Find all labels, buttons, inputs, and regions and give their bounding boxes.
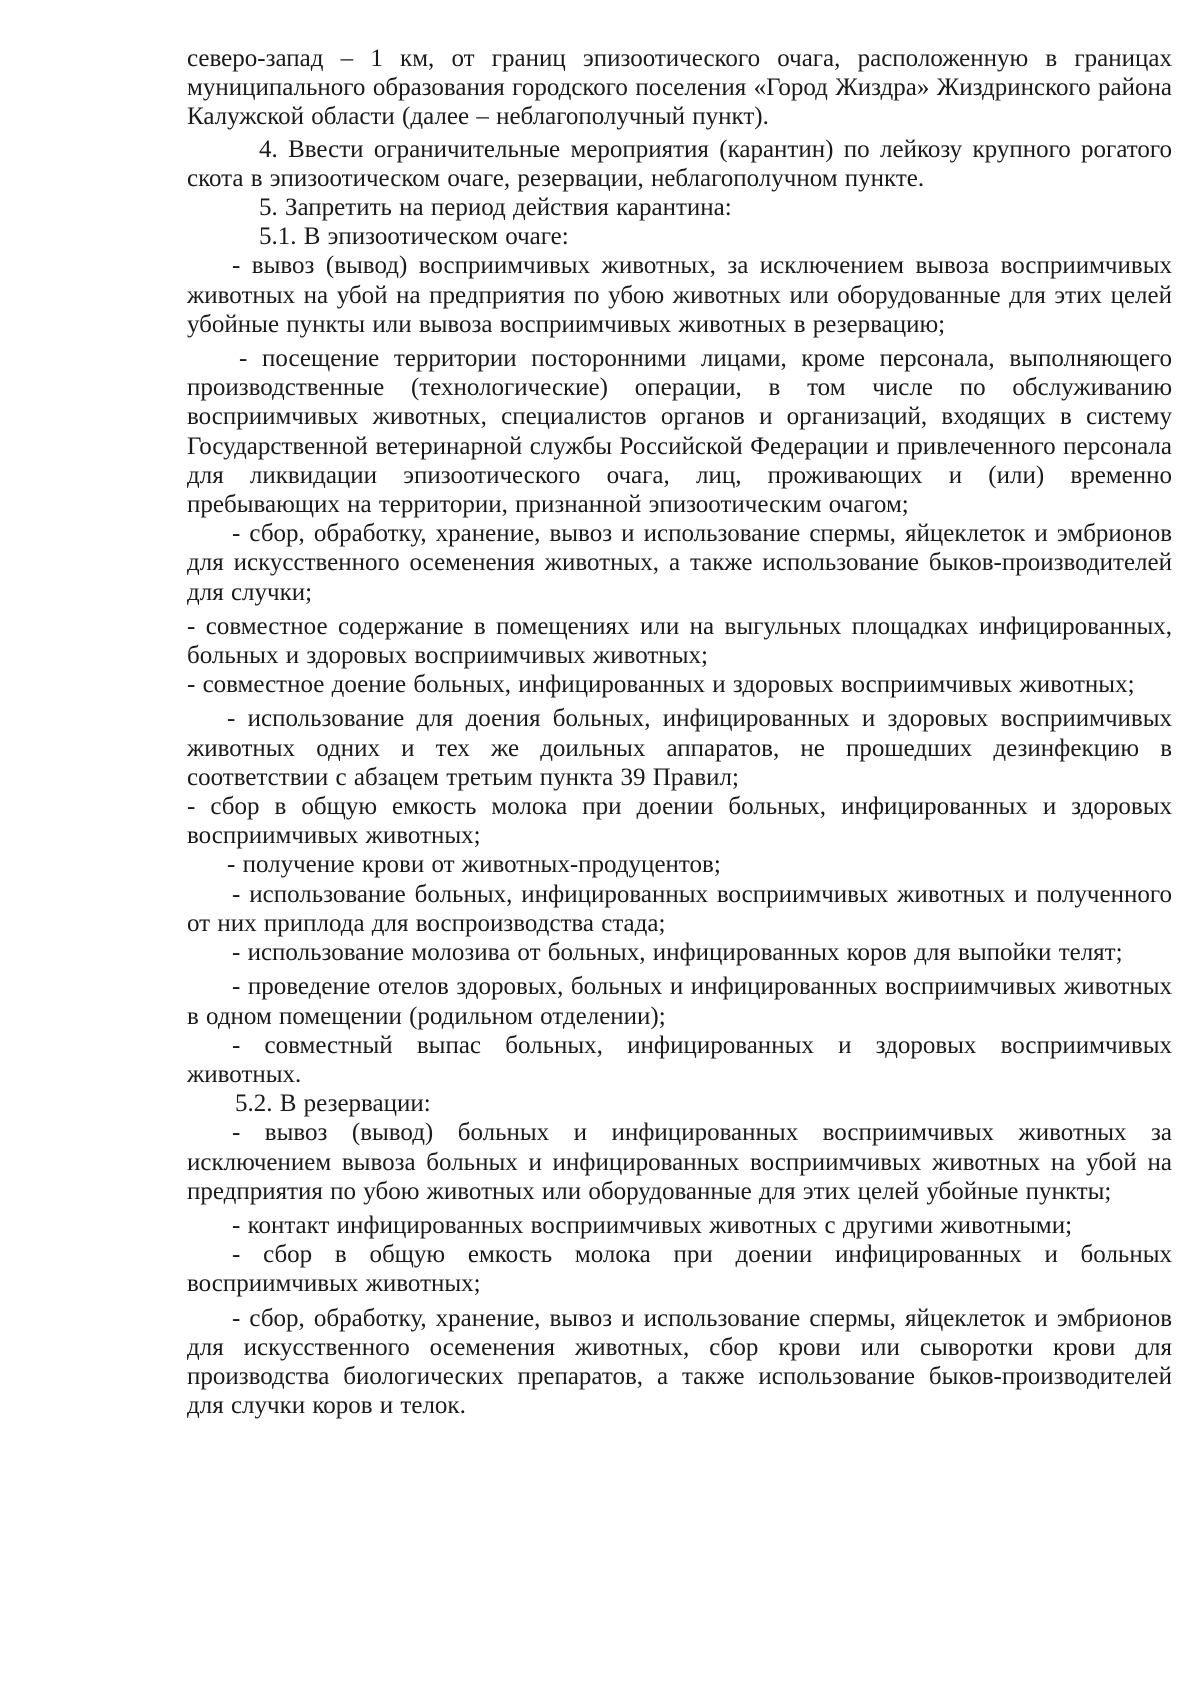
list-item: - использование для доения больных, инфицированных и здоровых восприимчивых животных одних и тех же доильных аппаратов, не прошедших дезинфекцию в соответствии с абзацем третьим пункта 39 Правил; [187, 705, 1172, 791]
paragraph-item-4: 4. Ввести ограничительные мероприятия (карантин) по лейкозу крупного рогатого скота в эпизоотическом очаге, резервации, неблагополучном пункте. [187, 135, 1172, 192]
list-item: - посещение территории посторонними лицами, кроме персонала, выполняющего производственные (технологические) операции, в том числе по обслуживанию восприимчивых животных, специалистов органов и организаций, входящих в систему Государственной ветеринарной службы Российской Федерации и привлеченного персонала для ликвидации эпизоотического очага, лиц, проживающих и (или) временно пребывающих на территории, признанной эпизоотическим очагом; [187, 345, 1172, 519]
list-item: - сбор в общую емкость молока при доении больных, инфицированных и здоровых восприимчивых животных; [187, 793, 1172, 850]
list-item: - получение крови от животных-продуцентов; [227, 851, 721, 879]
paragraph-item-5-1: 5.1. В эпизоотическом очаге: [259, 223, 569, 251]
list-item: - совместное доение больных, инфицированных и здоровых восприимчивых животных; [187, 671, 1135, 699]
list-item: - использование больных, инфицированных восприимчивых животных и полученного от них приплода для воспроизводства стада; [187, 880, 1172, 937]
list-item: - совместное содержание в помещениях или на выгульных площадках инфицированных, больных и здоровых восприимчивых животных; [187, 612, 1172, 670]
list-item: - вывоз (вывод) больных и инфицированных восприимчивых животных за исключением вывоза больных и инфицированных восприимчивых животных на убой на предприятия по убою животных или оборудованные для этих целей убойные пункты; [187, 1119, 1172, 1205]
paragraph-item-5-2: 5.2. В резервации: [235, 1090, 431, 1118]
paragraph-item-5: 5. Запретить на период действия карантина: [259, 194, 732, 222]
list-item: - сбор, обработку, хранение, вывоз и использование спермы, яйцеклеток и эмбрионов для искусственного осеменения животных, а также использование быков-производителей для случки; [187, 520, 1172, 606]
list-item: - проведение отелов здоровых, больных и инфицированных восприимчивых животных в одном помещении (родильном отделении); [187, 973, 1172, 1030]
list-item: - совместный выпас больных, инфицированных и здоровых восприимчивых животных. [187, 1031, 1172, 1088]
document-page [187, 44, 1172, 1420]
list-item: - сбор в общую емкость молока при доении инфицированных и больных восприимчивых животных; [187, 1241, 1172, 1298]
list-item: - контакт инфицированных восприимчивых животных с другими животными; [232, 1211, 1073, 1239]
paragraph-continuation: северо-запад – 1 км, от границ эпизоотического очага, расположенную в границах муниципального образования городского поселения «Город Жиздра» Жиздринского района Калужской области (далее – неблагополучный пункт). [187, 45, 1172, 131]
list-item: - сбор, обработку, хранение, вывоз и использование спермы, яйцеклеток и эмбрионов для искусственного осеменения животных, сбор крови или сыворотки крови для производства биологических препаратов, а также использование быков-производителей для случки коров и телок. [187, 1304, 1172, 1420]
list-item: - использование молозива от больных, инфицированных коров для выпойки телят; [232, 939, 1123, 967]
list-item: - вывоз (вывод) восприимчивых животных, за исключением вывоза восприимчивых животных на убой на предприятия по убою животных или оборудованные для этих целей убойные пункты или вывоза восприимчивых животных в резервацию; [187, 252, 1172, 338]
